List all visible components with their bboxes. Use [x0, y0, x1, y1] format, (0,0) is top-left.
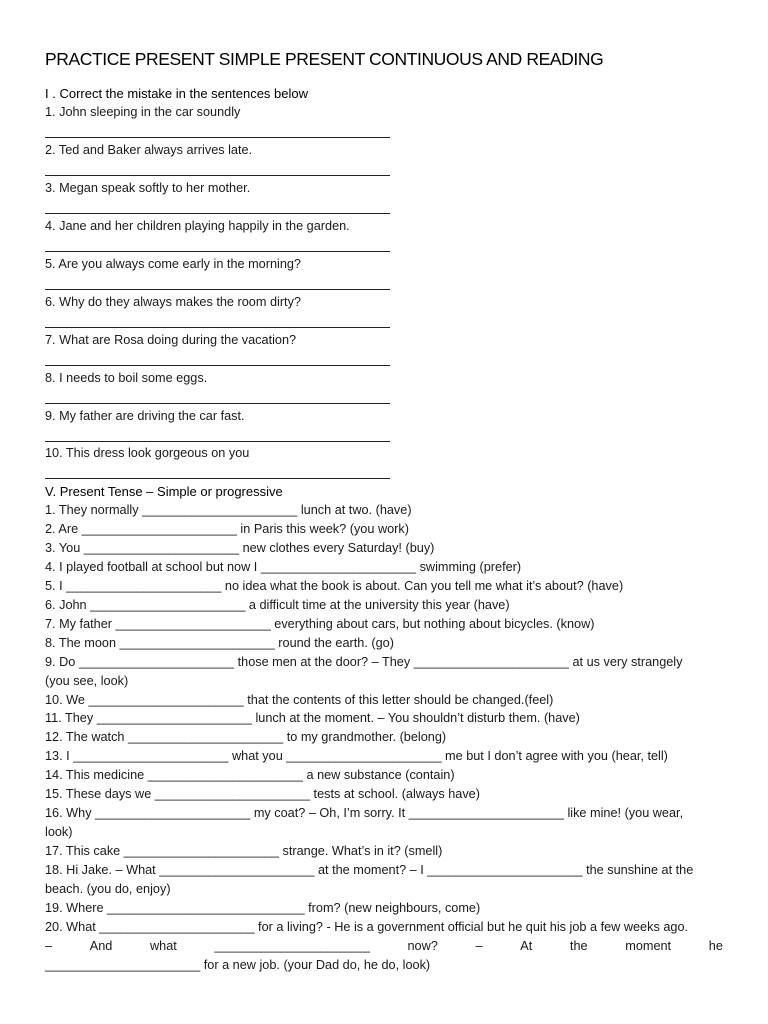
exercise2-line: 19. Where ____________________________ from? (new neighbours, come)	[45, 901, 481, 915]
exercise2-line: 16. Why ______________________ my coat? – Oh, I’m sorry. It ______________________ like mine! (you wear,	[45, 806, 684, 820]
exercise2-line: ______________________ for a new job. (your Dad do, he do, look)	[45, 958, 431, 972]
exercise2-line: 9. Do ______________________ those men at the door? – They ______________________ at us very strangely	[45, 655, 683, 669]
exercise1-item: 7. What are Rosa doing during the vacation?	[45, 333, 297, 347]
exercise2-line: look)	[45, 825, 73, 839]
exercise1-item: 8. I needs to boil some eggs.	[45, 371, 208, 385]
section2-heading: V. Present Tense – Simple or progressive	[45, 484, 283, 499]
word: the	[569, 939, 588, 953]
exercise1-item: 4. Jane and her children playing happily in the garden.	[45, 219, 350, 233]
answer-line[interactable]	[45, 289, 390, 290]
exercise1-item: 10. This dress look gorgeous on you	[45, 446, 250, 460]
word: And	[89, 939, 113, 953]
word: At	[520, 939, 533, 953]
exercise2-line: 15. These days we ______________________ tests at school. (always have)	[45, 787, 480, 801]
answer-line[interactable]	[45, 441, 390, 442]
answer-line[interactable]	[45, 251, 390, 252]
word: he	[708, 939, 723, 953]
exercise2-line: 3. You ______________________ new clothes every Saturday! (buy)	[45, 541, 435, 555]
word: now?	[407, 939, 438, 953]
answer-line[interactable]	[45, 137, 390, 138]
answer-line[interactable]	[45, 365, 390, 366]
exercise2-line: 12. The watch ______________________ to my grandmother. (belong)	[45, 730, 447, 744]
exercise2-line: 13. I ______________________ what you ______________________ me but I don’t agree with you (hear, tell)	[45, 749, 668, 763]
exercise2-justified-line	[45, 939, 723, 953]
exercise2-line: 11. They ______________________ lunch at the moment. – You shouldn’t disturb them. (have)	[45, 711, 580, 725]
answer-line[interactable]	[45, 327, 390, 328]
word: what	[150, 939, 177, 953]
word: moment	[625, 939, 672, 953]
exercise1-item: 9. My father are driving the car fast.	[45, 409, 245, 423]
exercise2-line: 20. What ______________________ for a living? - He is a government official but he quit his job a few weeks ago.	[45, 920, 689, 934]
answer-line[interactable]	[45, 403, 390, 404]
answer-line[interactable]	[45, 175, 390, 176]
exercise2-line: 2. Are ______________________ in Paris this week? (you work)	[45, 522, 409, 536]
answer-line[interactable]	[45, 213, 390, 214]
exercise1-item: 5. Are you always come early in the morning?	[45, 257, 301, 271]
exercise2-line: (you see, look)	[45, 674, 129, 688]
page-title: PRACTICE PRESENT SIMPLE PRESENT CONTINUOUS AND READING	[45, 49, 604, 69]
exercise2-line: 5. I ______________________ no idea what the book is about. Can you tell me what it’s about? (have)	[45, 579, 624, 593]
exercise2-line: 10. We ______________________ that the contents of this letter should be changed.(feel)	[45, 693, 554, 707]
exercise2-line: 6. John ______________________ a difficult time at the university this year (have)	[45, 598, 510, 612]
exercise2-line: 18. Hi Jake. – What ______________________ at the moment? – I ______________________ the sunshine at the	[45, 863, 694, 877]
exercise2-line: 17. This cake ______________________ strange. What’s in it? (smell)	[45, 844, 443, 858]
exercise2-line: beach. (you do, enjoy)	[45, 882, 171, 896]
section1-heading: I . Correct the mistake in the sentences below	[45, 86, 309, 101]
exercise2-line: 8. The moon ______________________ round the earth. (go)	[45, 636, 394, 650]
word: –	[475, 939, 483, 953]
blank[interactable]: ______________________	[214, 939, 370, 953]
exercise1-item: 3. Megan speak softly to her mother.	[45, 181, 251, 195]
answer-line[interactable]	[45, 478, 390, 479]
exercise1-item: 2. Ted and Baker always arrives late.	[45, 143, 253, 157]
word: –	[45, 939, 53, 953]
exercise2-line: 14. This medicine ______________________ a new substance (contain)	[45, 768, 455, 782]
exercise2-line: 7. My father ______________________ everything about cars, but nothing about bicycles. (know)	[45, 617, 595, 631]
exercise1-item: 6. Why do they always makes the room dirty?	[45, 295, 301, 309]
exercise1-item: 1. John sleeping in the car soundly	[45, 105, 241, 119]
exercise2-line: 4. I played football at school but now I ______________________ swimming (prefer)	[45, 560, 522, 574]
exercise2-line: 1. They normally ______________________ lunch at two. (have)	[45, 503, 412, 517]
